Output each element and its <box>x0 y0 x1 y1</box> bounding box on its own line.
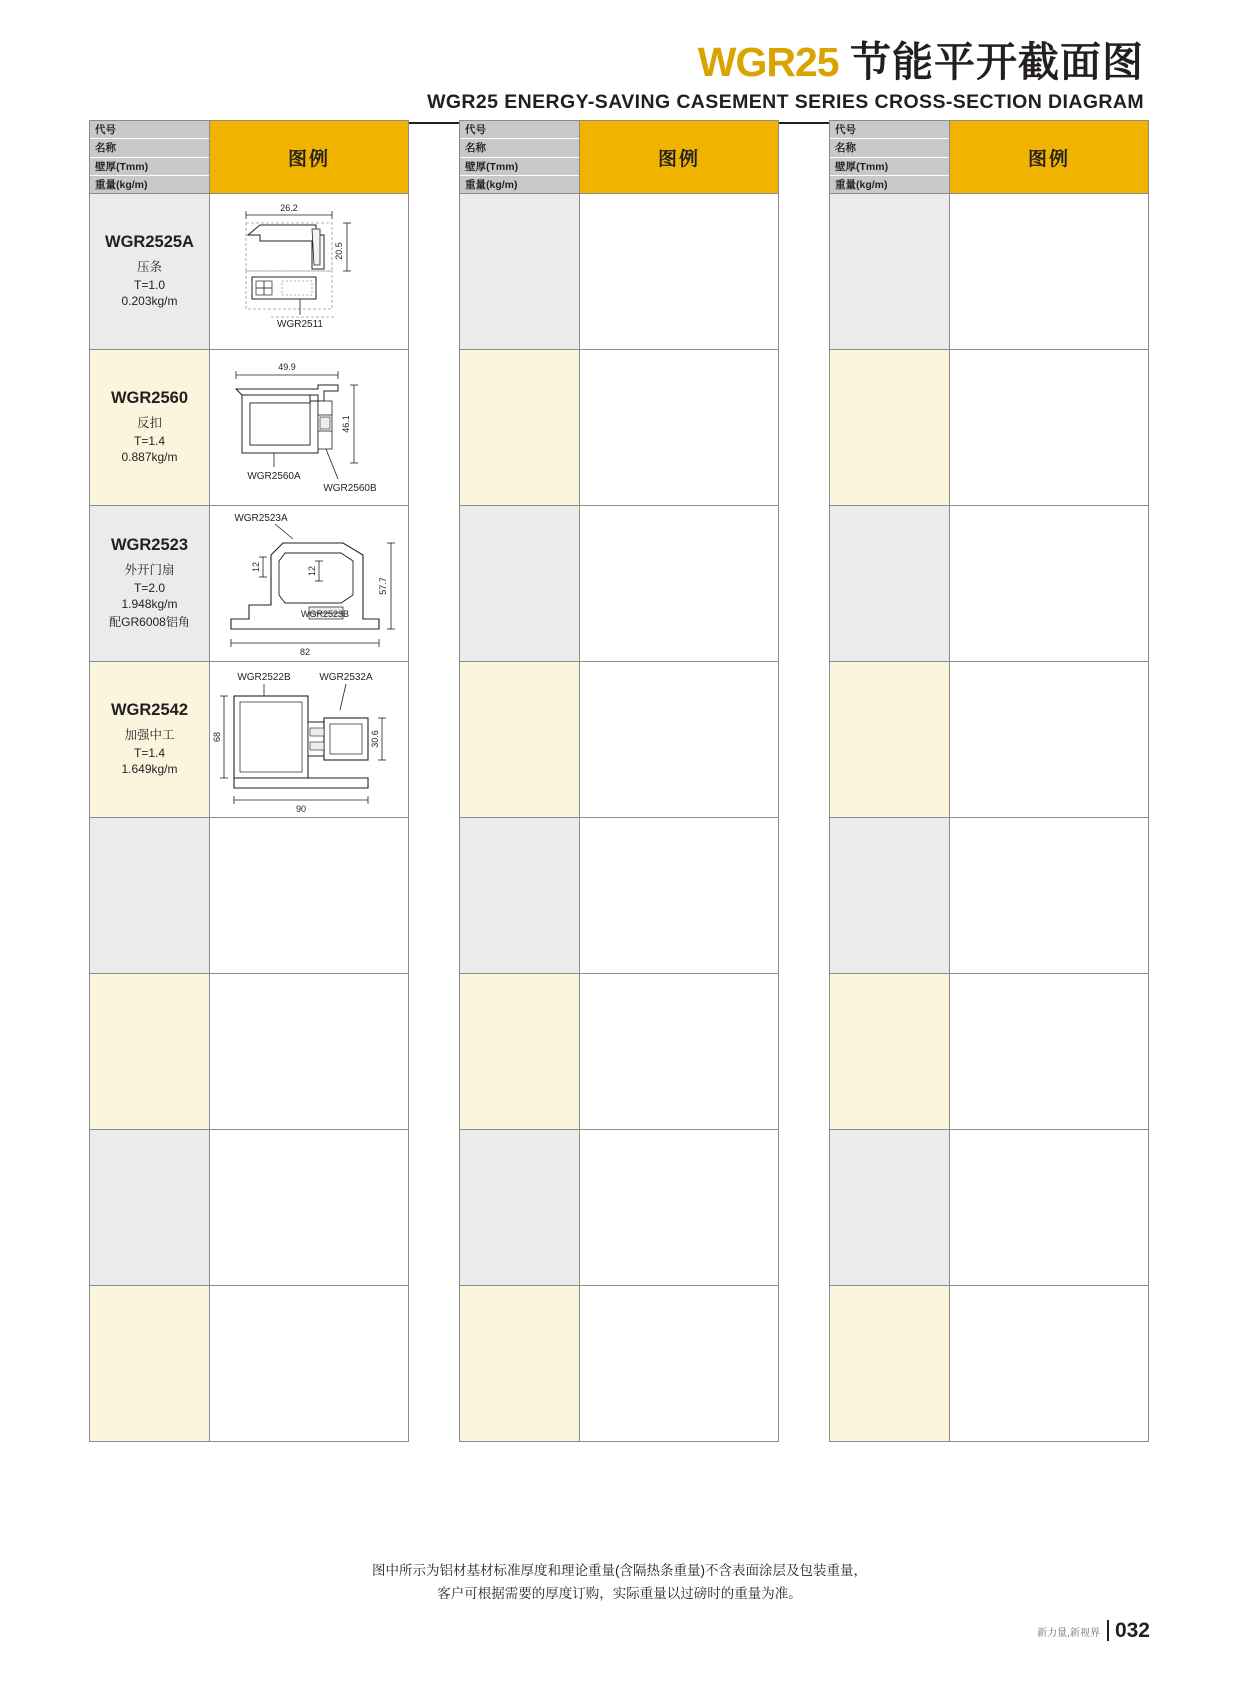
table-row <box>90 974 408 1130</box>
part-label: WGR2560B <box>323 483 377 494</box>
column-header-labels <box>90 121 210 193</box>
page-footer <box>1037 1620 1150 1641</box>
row-info <box>830 194 950 349</box>
table-row <box>830 350 1148 506</box>
footnote <box>0 1560 1239 1606</box>
profile-weight: 0.887kg/m <box>121 450 178 464</box>
header-label-name: 名称 <box>830 139 949 157</box>
footnote-line-1: 图中所示为铝材基材标准厚度和理论重量(含隔热条重量)不含表面涂层及包装重量， <box>372 1563 867 1578</box>
row-figure <box>580 818 778 973</box>
row-figure <box>210 1130 408 1285</box>
header-label-figure: 图例 <box>210 121 408 193</box>
row-info <box>830 1286 950 1441</box>
dim-label: 68 <box>212 731 222 742</box>
row-figure <box>950 1286 1148 1441</box>
cross-section-drawing <box>212 666 406 814</box>
table-row <box>830 818 1148 974</box>
profile-thickness: T=1.4 <box>133 746 166 760</box>
row-info <box>460 974 580 1129</box>
table-row <box>90 350 408 506</box>
profile-thickness: T=2.0 <box>133 580 166 595</box>
row-figure <box>210 1286 408 1441</box>
row-info <box>460 194 580 349</box>
row-info <box>460 506 580 661</box>
row-figure <box>950 1130 1148 1285</box>
header-label-figure: 图例 <box>950 121 1148 193</box>
table-row <box>460 506 778 662</box>
cross-section-drawing <box>214 355 404 500</box>
column-header-labels <box>830 121 950 193</box>
title-series-code: WGR25 <box>697 39 839 85</box>
row-figure <box>210 506 408 661</box>
table-row <box>460 194 778 350</box>
table-column-1 <box>89 120 409 1442</box>
table-row <box>460 1286 778 1441</box>
dim-label: 12 <box>307 565 317 576</box>
row-info <box>90 1130 210 1285</box>
header-label-thickness: 壁厚(Tmm) <box>830 158 949 176</box>
table-column-3 <box>829 120 1149 1442</box>
row-figure <box>580 974 778 1129</box>
row-figure <box>210 350 408 505</box>
table-row <box>90 506 408 662</box>
profile-weight: 1.649kg/m <box>121 762 178 776</box>
title-chinese: 节能平开截面图 <box>850 39 1144 85</box>
table-column-2 <box>459 120 779 1442</box>
profile-table <box>89 120 1150 1442</box>
row-info <box>90 662 210 817</box>
profile-code: WGR2560 <box>110 389 189 407</box>
column-header-labels <box>460 121 580 193</box>
dim-label: 26.2 <box>280 203 298 213</box>
table-row <box>830 194 1148 350</box>
profile-name: 反扣 <box>136 416 162 430</box>
dim-label: 20.5 <box>334 242 344 260</box>
profile-thickness: T=1.0 <box>133 278 166 292</box>
header-label-name: 名称 <box>90 139 209 157</box>
header-label-name: 名称 <box>460 139 579 157</box>
row-figure <box>580 194 778 349</box>
row-figure <box>210 662 408 817</box>
row-figure <box>580 1286 778 1441</box>
part-label: WGR2511 <box>277 319 323 330</box>
company-slogan: 新力量,新视界 <box>1037 1628 1100 1639</box>
row-figure <box>210 974 408 1129</box>
row-figure <box>950 818 1148 973</box>
table-row <box>830 662 1148 818</box>
profile-extra: 配GR6008铝角 <box>109 614 190 629</box>
row-info <box>830 818 950 973</box>
table-row <box>90 1130 408 1286</box>
cross-section-drawing <box>216 199 402 344</box>
table-row <box>460 662 778 818</box>
column-header <box>460 121 778 194</box>
part-label: WGR2523A <box>234 512 288 524</box>
header-label-code: 代号 <box>460 121 579 139</box>
row-info <box>90 818 210 973</box>
header-label-thickness: 壁厚(Tmm) <box>90 158 209 176</box>
row-figure <box>950 506 1148 661</box>
footnote-line-2: 客户可根据需要的厚度订购，实际重量以过磅时的重量为准。 <box>437 1585 802 1601</box>
row-figure <box>580 506 778 661</box>
header-label-weight: 重量(kg/m) <box>460 176 579 193</box>
row-info <box>90 506 210 661</box>
row-info <box>830 350 950 505</box>
dim-label: 57.7 <box>378 576 388 595</box>
row-info <box>830 1130 950 1285</box>
page-title <box>95 40 1144 85</box>
table-row <box>830 506 1148 662</box>
table-row <box>460 818 778 974</box>
page-number: 032 <box>1107 1620 1150 1641</box>
header-label-thickness: 壁厚(Tmm) <box>460 158 579 176</box>
part-label: WGR2532A <box>319 671 373 683</box>
row-figure <box>580 662 778 817</box>
row-info <box>460 1130 580 1285</box>
table-row <box>90 1286 408 1441</box>
row-figure <box>210 194 408 349</box>
page-subtitle: WGR25 ENERGY-SAVING CASEMENT SERIES CROSS-SECTION DIAGRAM <box>427 91 1144 114</box>
table-row <box>830 1130 1148 1286</box>
table-row <box>460 974 778 1130</box>
row-figure <box>950 194 1148 349</box>
row-info <box>830 662 950 817</box>
table-row <box>460 1130 778 1286</box>
row-info <box>830 506 950 661</box>
row-figure <box>580 350 778 505</box>
row-info <box>90 974 210 1129</box>
dim-label: 46.1 <box>341 415 351 433</box>
profile-name: 外开门扇 <box>124 562 175 577</box>
table-row <box>460 350 778 506</box>
row-info <box>460 662 580 817</box>
part-label: WGR2560A <box>247 471 301 482</box>
row-info <box>90 194 210 349</box>
row-info <box>90 1286 210 1441</box>
row-figure <box>950 662 1148 817</box>
header-label-weight: 重量(kg/m) <box>830 176 949 193</box>
column-header <box>830 121 1148 194</box>
row-info <box>460 1286 580 1441</box>
dim-label: 90 <box>295 803 307 814</box>
table-row <box>90 818 408 974</box>
profile-code: WGR2523 <box>110 535 189 554</box>
profile-name: 加强中工 <box>124 728 175 742</box>
row-info <box>830 974 950 1129</box>
row-info <box>460 818 580 973</box>
profile-name: 压条 <box>136 260 162 274</box>
table-row <box>90 662 408 818</box>
dim-label: 30.6 <box>370 729 380 748</box>
part-label: WGR2522B <box>237 671 291 683</box>
header-label-code: 代号 <box>90 121 209 139</box>
cross-section-drawing <box>213 509 405 659</box>
row-figure <box>950 974 1148 1129</box>
part-label: WGR2523B <box>300 608 350 619</box>
table-row <box>90 194 408 350</box>
row-figure <box>210 818 408 973</box>
row-figure <box>950 350 1148 505</box>
dim-label: 82 <box>299 646 311 657</box>
header-label-figure: 图例 <box>580 121 778 193</box>
header-label-weight: 重量(kg/m) <box>90 176 209 193</box>
profile-thickness: T=1.4 <box>133 434 166 448</box>
dim-label: 12 <box>251 561 261 572</box>
profile-code: WGR2542 <box>110 701 189 719</box>
profile-code: WGR2525A <box>105 233 194 251</box>
dim-label: 49.9 <box>278 362 296 372</box>
profile-weight: 1.948kg/m <box>121 596 178 611</box>
row-figure <box>580 1130 778 1285</box>
column-header <box>90 121 408 194</box>
row-info <box>460 350 580 505</box>
row-info <box>90 350 210 505</box>
table-row <box>830 1286 1148 1441</box>
header-label-code: 代号 <box>830 121 949 139</box>
page-header <box>0 0 1239 124</box>
table-row <box>830 974 1148 1130</box>
profile-weight: 0.203kg/m <box>121 294 178 308</box>
